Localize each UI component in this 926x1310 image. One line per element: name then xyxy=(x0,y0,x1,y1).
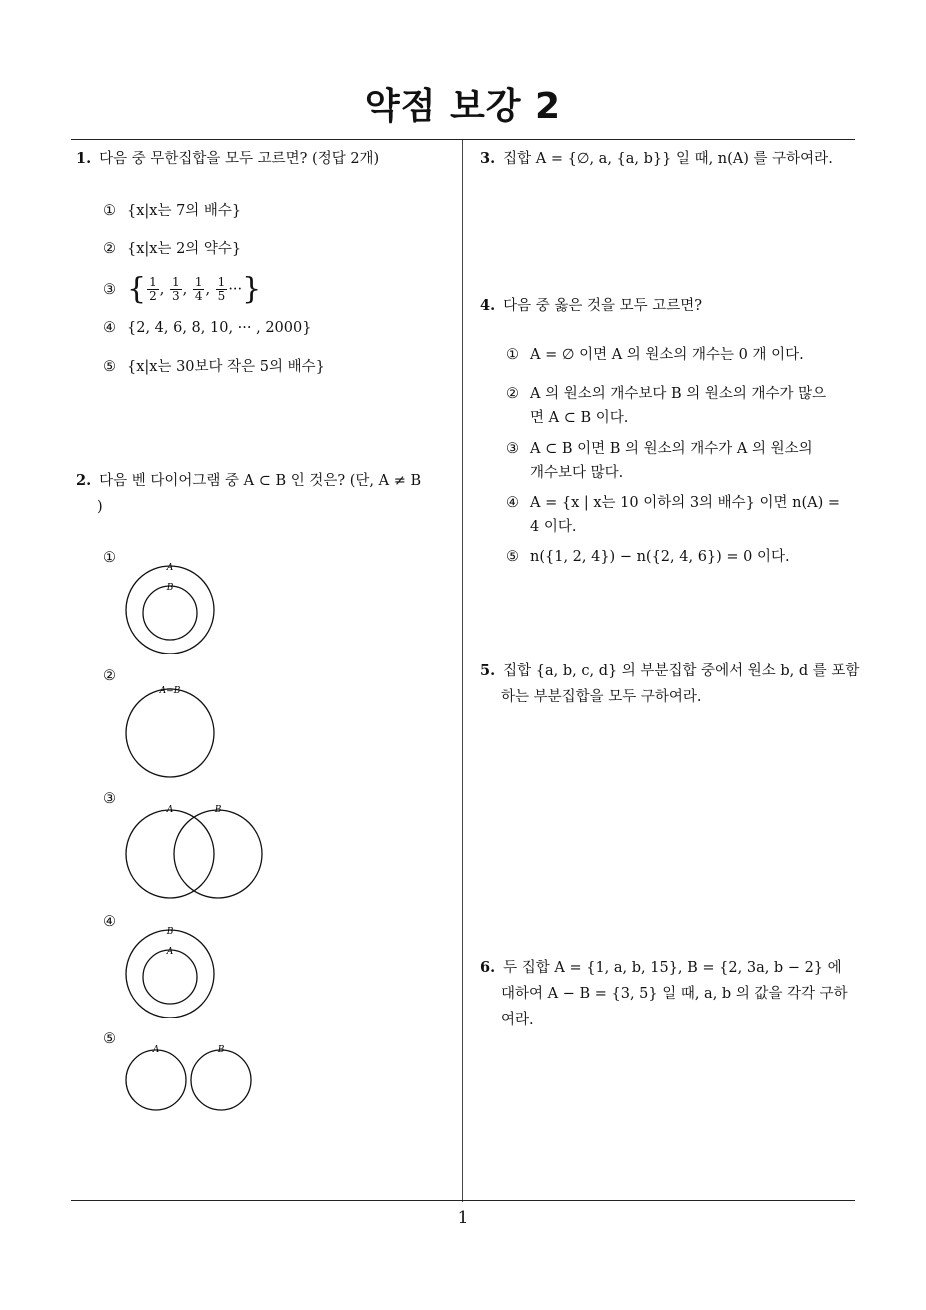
set-label: A xyxy=(166,947,174,957)
set-a-circle xyxy=(126,566,214,654)
question-number: 4. xyxy=(480,297,496,314)
set-label: B xyxy=(166,927,174,937)
q1-option-4 xyxy=(103,316,311,340)
q1-option-3: ③ { $\frac{1}{2}$ , $\frac{1}{3}$ , $\frac{1}{4}$ , $\frac{1}{5}$ ···} xyxy=(103,271,262,307)
set-b-circle xyxy=(126,930,214,1018)
option-text: A ⊂ B 이면 B 의 원소의 개수가 A 의 원소의 xyxy=(530,441,813,457)
question-text-cont: ) xyxy=(97,499,103,515)
question-text: 두 집합 A = {1, a, b, 15}, B = {2, 3a, b − 2} 에 xyxy=(503,960,842,976)
fraction: $\frac{1}{3}$ xyxy=(171,275,180,303)
option-mark: ② xyxy=(103,668,116,684)
option-mark: ④ xyxy=(103,320,116,336)
set-b-circle xyxy=(174,810,262,898)
q4-option-3 xyxy=(506,437,813,485)
question-text-cont: 대하여 A − B = {3, 5} 일 때, a, b 의 값을 각각 구하 xyxy=(501,986,848,1002)
option-mark: ④ xyxy=(103,914,116,930)
set-circle xyxy=(126,689,214,777)
option-text: {x|x는 2의 약수} xyxy=(127,241,242,257)
question-text: 집합 {a, b, c, d} 의 부분집합 중에서 원소 b, d 를 포함 xyxy=(503,663,860,679)
question-6 xyxy=(480,955,848,1033)
question-text: 다음 중 무한집합을 모두 고르면? (정답 2개) xyxy=(99,151,380,167)
option-text: {x|x는 7의 배수} xyxy=(127,203,242,219)
question-3 xyxy=(480,146,833,172)
set-label: B xyxy=(166,583,174,593)
column-divider xyxy=(462,140,463,1202)
venn-diagram-1 xyxy=(120,558,220,654)
option-text-cont: 4 이다. xyxy=(530,519,577,535)
question-text: 다음 중 옳은 것을 모두 고르면? xyxy=(503,298,703,314)
option-mark: ⑤ xyxy=(103,359,116,375)
question-text-cont: 여라. xyxy=(501,1012,534,1028)
option-mark: ① xyxy=(103,203,116,219)
fraction: $\frac{1}{5}$ xyxy=(217,275,226,303)
option-text: n({1, 2, 4}) − n({2, 4, 6}) = 0 이다. xyxy=(530,549,790,565)
venn-diagram-4 xyxy=(120,922,220,1018)
page-number: 1 xyxy=(457,1208,469,1228)
question-number: 6. xyxy=(480,959,496,976)
venn-diagram-2 xyxy=(120,680,220,778)
set-label: A xyxy=(166,563,174,573)
option-mark: ② xyxy=(103,241,116,257)
q1-option-2 xyxy=(103,237,241,261)
q4-option-1 xyxy=(506,343,804,367)
q4-option-5 xyxy=(506,545,790,569)
right-brace: } xyxy=(242,271,262,307)
option-text-cont: 개수보다 많다. xyxy=(530,465,624,481)
option-mark: ③ xyxy=(103,791,116,807)
set-label: B xyxy=(214,805,222,815)
option-text: A 의 원소의 개수보다 B 의 원소의 개수가 많으 xyxy=(530,386,827,402)
question-text: 다음 벤 다이어그램 중 A ⊂ B 인 것은? (단, A ≠ B xyxy=(99,473,422,489)
question-number: 3. xyxy=(480,150,496,167)
top-rule xyxy=(71,139,855,140)
set-b-circle xyxy=(143,586,197,640)
fraction: $\frac{1}{4}$ xyxy=(194,275,203,303)
option-mark: ① xyxy=(506,347,519,363)
set-label: A=B xyxy=(159,686,181,696)
option-mark: ⑤ xyxy=(506,549,519,565)
set-a-circle xyxy=(143,950,197,1004)
set-a-circle xyxy=(126,1050,186,1110)
question-number: 1. xyxy=(76,150,92,167)
option-mark: ③ xyxy=(103,281,116,298)
venn-diagram-3 xyxy=(120,800,270,900)
option-mark: ④ xyxy=(506,495,519,511)
venn-diagram-5 xyxy=(120,1042,260,1114)
option-text: {2, 4, 6, 8, 10, ··· , 2000} xyxy=(127,320,312,336)
option-text: A = {x | x는 10 이하의 3의 배수} 이면 n(A) = xyxy=(530,495,841,511)
set-a-circle xyxy=(126,810,214,898)
q1-option-1 xyxy=(103,199,241,223)
ellipsis: ··· xyxy=(228,281,243,298)
option-text-cont: 면 A ⊂ B 이다. xyxy=(530,410,629,426)
q1-option-5 xyxy=(103,355,325,379)
question-1 xyxy=(76,146,379,172)
bottom-rule xyxy=(71,1200,855,1201)
q4-option-4 xyxy=(506,491,840,539)
option-mark: ① xyxy=(103,550,116,566)
set-label: A xyxy=(152,1045,160,1055)
left-brace: { xyxy=(127,271,147,307)
question-4 xyxy=(480,293,702,319)
option-mark: ⑤ xyxy=(103,1031,116,1047)
question-number: 5. xyxy=(480,662,496,679)
q4-option-2 xyxy=(506,382,826,430)
question-5 xyxy=(480,658,859,710)
option-mark: ② xyxy=(506,386,519,402)
set-label: B xyxy=(217,1045,225,1055)
question-text: 집합 A = {∅, a, {a, b}} 일 때, n(A) 를 구하여라. xyxy=(503,151,833,167)
set-b-circle xyxy=(191,1050,251,1110)
question-number: 2. xyxy=(76,472,92,489)
option-text: A = ∅ 이면 A 의 원소의 개수는 0 개 이다. xyxy=(530,347,804,363)
question-text-cont: 하는 부분집합을 모두 구하여라. xyxy=(501,689,702,705)
question-2 xyxy=(76,468,461,494)
fraction: $\frac{1}{2}$ xyxy=(149,275,157,303)
page-title: 약점 보강 2 xyxy=(364,86,562,127)
set-label: A xyxy=(166,805,174,815)
option-text: {x|x는 30보다 작은 5의 배수} xyxy=(127,359,325,375)
option-mark: ③ xyxy=(506,441,519,457)
